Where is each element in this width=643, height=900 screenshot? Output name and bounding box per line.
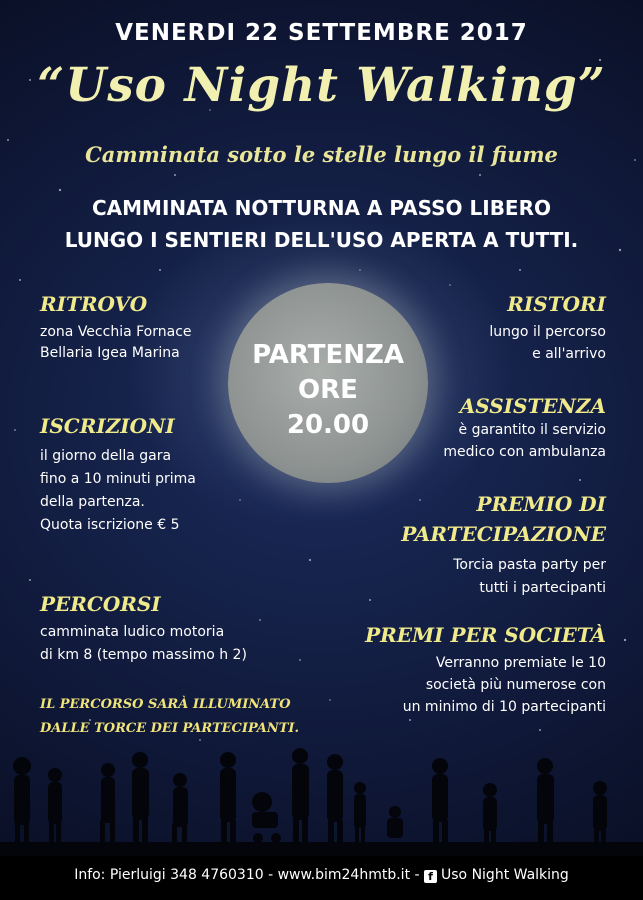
contact-info: Info: Pierluigi 348 4760310 - www.bim24hmtb.it - (74, 867, 420, 883)
ristori-heading: RISTORI (507, 292, 606, 316)
percorsi-heading: PERCORSI (40, 592, 161, 616)
premi-societa-text: società più numerose con (425, 677, 606, 693)
ristori-text: lungo il percorso (489, 324, 606, 340)
footer-info (0, 867, 643, 883)
percorsi-text: di km 8 (tempo massimo h 2) (40, 647, 247, 663)
premio-text: Torcia pasta party per (453, 557, 606, 573)
premio-text: tutti i partecipanti (479, 580, 606, 596)
headline-line: CAMMINATA NOTTURNA A PASSO LIBERO (91, 196, 551, 220)
lighting-note: IL PERCORSO SARÀ ILLUMINATO (40, 697, 291, 712)
iscrizioni-heading: ISCRIZIONI (40, 414, 175, 438)
facebook-icon: f (424, 870, 437, 883)
iscrizioni-text: della partenza. (40, 494, 145, 510)
start-label: PARTENZA (252, 340, 404, 370)
percorsi-text: camminata ludico motoria (40, 624, 225, 640)
lighting-note: DALLE TORCE DEI PARTECIPANTI. (40, 721, 300, 736)
iscrizioni-text: fino a 10 minuti prima (40, 471, 196, 487)
premi-societa-heading: PREMI PER SOCIETÀ (365, 623, 606, 647)
iscrizioni-text: il giorno della gara (40, 448, 172, 464)
start-time-label: ORE (298, 375, 358, 405)
ritrovo-text: Bellaria Igea Marina (40, 345, 180, 361)
event-title: “Uso Night Walking” (37, 58, 606, 113)
event-date: VENERDI 22 SETTEMBRE 2017 (115, 20, 528, 46)
headline-line: LUNGO I SENTIERI DELL'USO APERTA A TUTTI. (64, 228, 579, 252)
ristori-text: e all'arrivo (532, 346, 606, 362)
premi-societa-text: Verranno premiate le 10 (435, 655, 606, 671)
premio-heading: PREMIO DI (476, 492, 606, 516)
facebook-page[interactable]: Uso Night Walking (441, 867, 569, 883)
ritrovo-text: zona Vecchia Fornace (40, 324, 192, 340)
premi-societa-text: un minimo di 10 partecipanti (402, 699, 606, 715)
assistenza-text: medico con ambulanza (443, 444, 606, 460)
premio-heading: PARTECIPAZIONE (401, 522, 606, 546)
assistenza-heading: ASSISTENZA (459, 394, 606, 418)
iscrizioni-text: Quota iscrizione € 5 (40, 517, 180, 533)
ritrovo-heading: RITROVO (40, 292, 148, 316)
assistenza-text: è garantito il servizio (458, 422, 606, 438)
start-time: 20.00 (286, 410, 370, 440)
event-subtitle: Camminata sotto le stelle lungo il fiume (85, 142, 558, 167)
walkers-silhouette (0, 730, 643, 860)
